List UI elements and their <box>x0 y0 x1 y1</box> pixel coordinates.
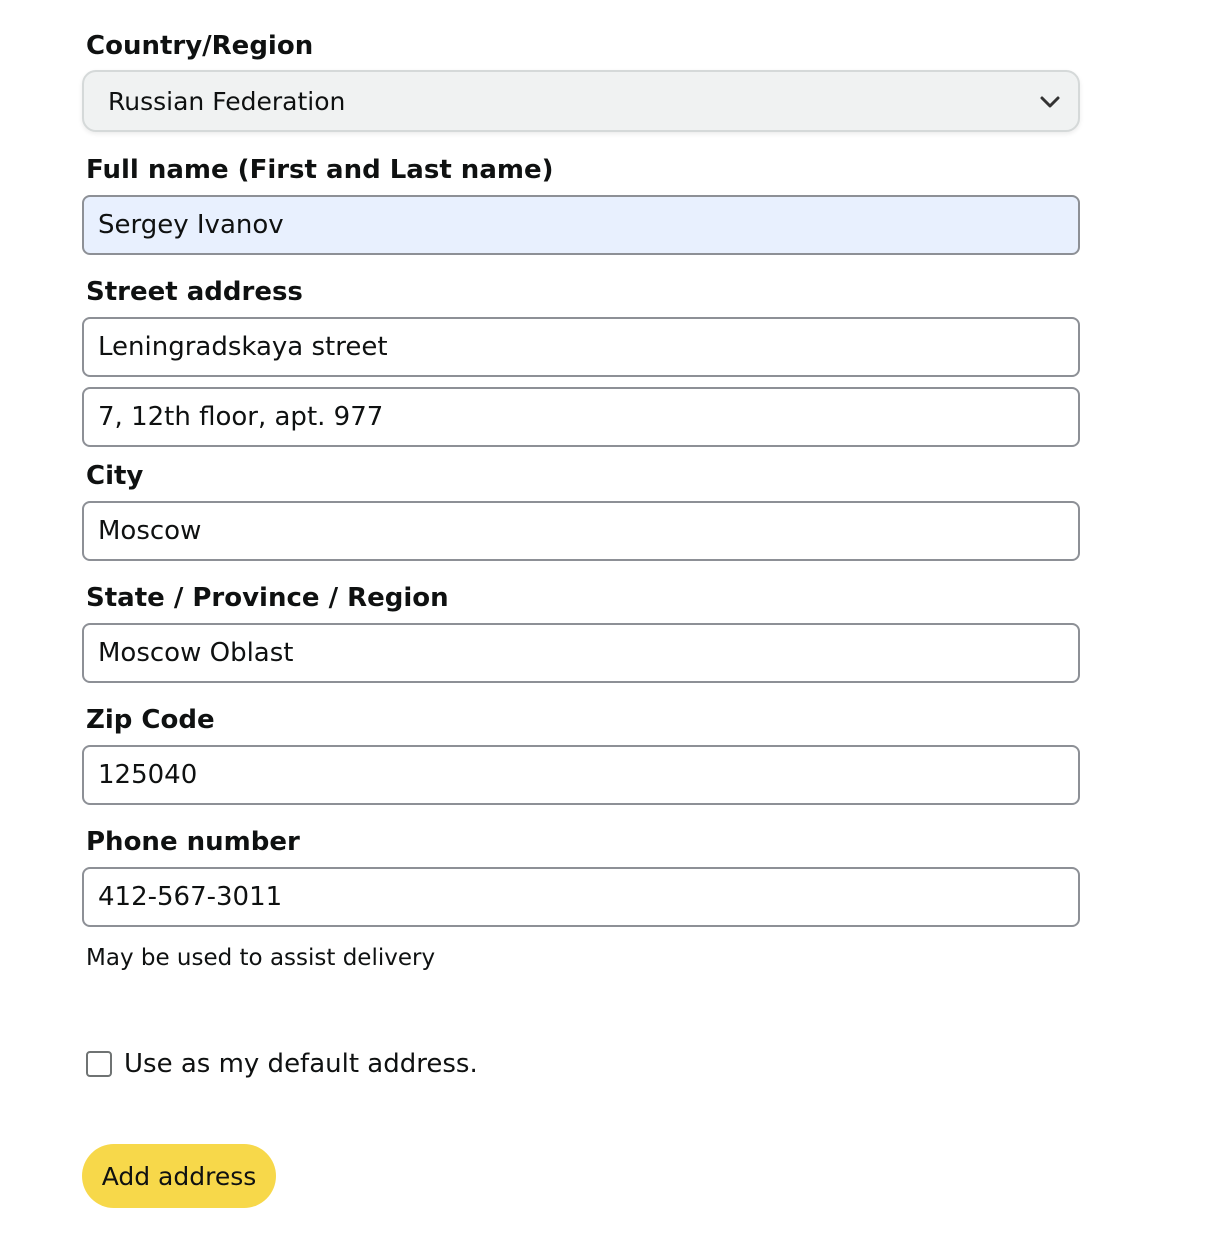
phone-hint: May be used to assist delivery <box>86 945 436 971</box>
city-input[interactable] <box>82 501 1080 561</box>
default-address-option[interactable] <box>86 1046 478 1082</box>
country-select-value: Russian Federation <box>108 87 346 116</box>
full-name-label: Full name (First and Last name) <box>86 155 554 185</box>
zip-code-input[interactable] <box>82 745 1080 805</box>
zip-code-label: Zip Code <box>86 705 215 735</box>
country-label: Country/Region <box>86 31 314 61</box>
add-address-button[interactable]: Add address <box>82 1144 276 1208</box>
street-address-line2-input[interactable] <box>82 387 1080 447</box>
street-address-line1-input[interactable] <box>82 317 1080 377</box>
country-select[interactable] <box>82 70 1080 132</box>
phone-number-input[interactable] <box>82 867 1080 927</box>
full-name-input[interactable] <box>82 195 1080 255</box>
street-address-label: Street address <box>86 277 303 307</box>
chevron-down-icon <box>1038 90 1062 114</box>
phone-number-label: Phone number <box>86 827 300 857</box>
default-address-checkbox[interactable] <box>86 1051 112 1077</box>
city-label: City <box>86 461 144 491</box>
state-input[interactable] <box>82 623 1080 683</box>
default-address-label: Use as my default address. <box>124 1049 478 1079</box>
state-label: State / Province / Region <box>86 583 449 613</box>
